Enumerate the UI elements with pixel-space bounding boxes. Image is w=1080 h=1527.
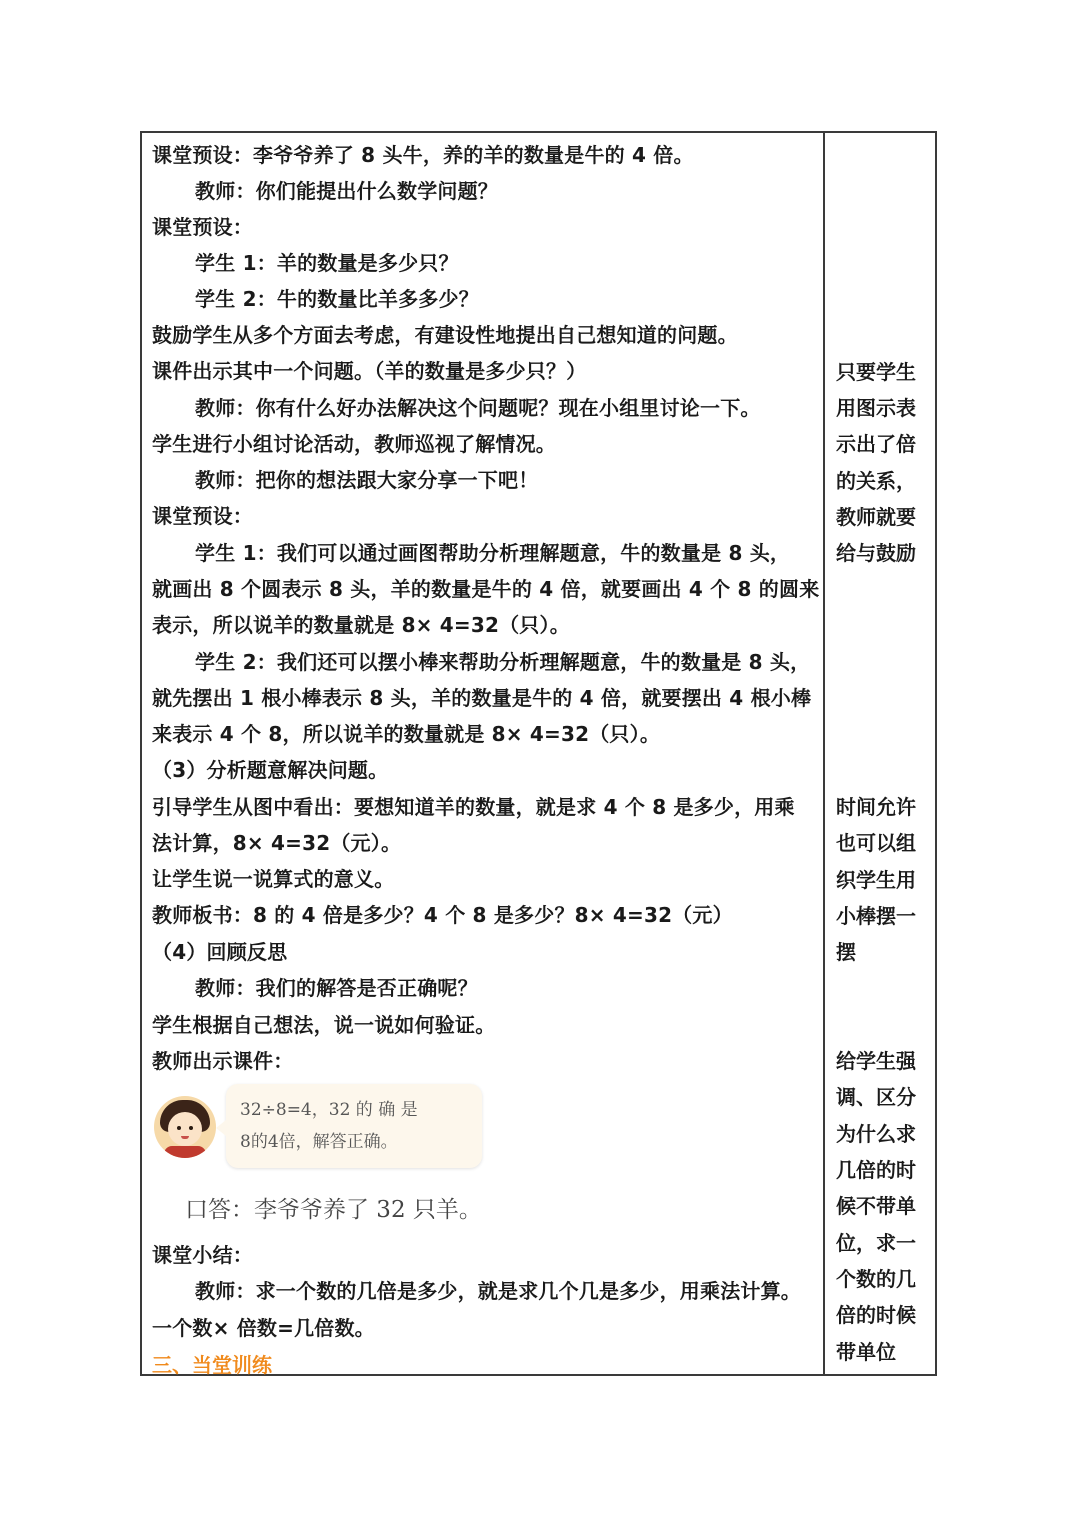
main-line: （3）分析题意解决问题。 <box>152 758 389 782</box>
main-line: 学生根据自己想法，说一说如何验证。 <box>152 1013 496 1037</box>
column-divider <box>823 131 825 1376</box>
section-heading: 三、当堂训练 <box>152 1353 272 1377</box>
side-note-line: 位，求一 <box>836 1231 916 1255</box>
side-note-line: 只要学生 <box>836 360 916 384</box>
main-line: 法计算，8× 4=32（元）。 <box>152 831 402 855</box>
main-line: 课堂预设： <box>152 215 253 239</box>
side-note-line: 带单位 <box>836 1340 896 1364</box>
main-line: 鼓励学生从多个方面去考虑，有建设性地提出自己想知道的问题。 <box>152 323 738 347</box>
side-note-line: 几倍的时 <box>836 1158 916 1182</box>
side-note-line: 摆 <box>836 940 856 964</box>
main-line: 课堂预设：李爷爷养了 8 头牛，养的羊的数量是牛的 4 倍。 <box>152 143 694 167</box>
side-note-line: 教师就要 <box>836 505 916 529</box>
main-line: 学生 1：我们可以通过画图帮助分析理解题意，牛的数量是 8 头， <box>195 541 791 565</box>
student-avatar-icon <box>154 1096 216 1158</box>
bubble-text: 32÷8=4，32 的 确 是 <box>240 1100 418 1120</box>
main-line: 教师：求一个数的几倍是多少，就是求几个几是多少，用乘法计算。 <box>195 1279 801 1303</box>
side-note-line: 调、区分 <box>836 1085 916 1109</box>
main-line: 就先摆出 1 根小棒表示 8 头，羊的数量是牛的 4 倍，就要摆出 4 根小棒 <box>152 686 812 710</box>
side-note-line: 用图示表 <box>836 396 916 420</box>
main-line: 就画出 8 个圆表示 8 头，羊的数量是牛的 4 倍，就要画出 4 个 8 的圆来 <box>152 577 820 601</box>
side-note-line: 的关系， <box>836 469 916 493</box>
side-note-line: 候不带单 <box>836 1194 916 1218</box>
main-line: 引导学生从图中看出：要想知道羊的数量，就是求 4 个 8 是多少，用乘 <box>152 795 795 819</box>
side-note-line: 为什么求 <box>836 1122 916 1146</box>
main-line: 教师出示课件： <box>152 1049 294 1073</box>
speech-bubble <box>226 1084 482 1168</box>
side-note-line: 给学生强 <box>836 1049 916 1073</box>
side-note-line: 个数的几 <box>836 1267 916 1291</box>
main-line: 课堂预设： <box>152 504 253 528</box>
main-line: 一个数× 倍数=几倍数。 <box>152 1316 375 1340</box>
side-note-line: 示出了倍 <box>836 432 916 456</box>
bubble-text: 8的4倍，解答正确。 <box>240 1132 398 1152</box>
oral-answer: 口答：李爷爷养了 32 只羊。 <box>185 1197 482 1223</box>
main-line: 来表示 4 个 8，所以说羊的数量就是 8× 4=32（只）。 <box>152 722 661 746</box>
main-line: 教师：把你的想法跟大家分享一下吧！ <box>195 468 539 492</box>
side-note-line: 时间允许 <box>836 795 916 819</box>
side-note-line: 小棒摆一 <box>836 904 916 928</box>
side-note-line: 给与鼓励 <box>836 541 916 565</box>
courseware-illustration <box>150 1082 485 1174</box>
main-line: （4）回顾反思 <box>152 940 288 964</box>
main-line: 教师：你有什么好办法解决这个问题呢？现在小组里讨论一下。 <box>195 396 761 420</box>
main-line: 教师：你们能提出什么数学问题？ <box>195 179 498 203</box>
main-line: 学生 2：我们还可以摆小棒来帮助分析理解题意，牛的数量是 8 头， <box>195 650 811 674</box>
main-line: 学生进行小组讨论活动，教师巡视了解情况。 <box>152 432 556 456</box>
main-line: 学生 2：牛的数量比羊多多少？ <box>195 287 479 311</box>
main-line: 学生 1：羊的数量是多少只？ <box>195 251 459 275</box>
main-line: 课堂小结： <box>152 1243 253 1267</box>
main-line: 教师：我们的解答是否正确呢？ <box>195 976 478 1000</box>
main-line: 让学生说一说算式的意义。 <box>152 867 395 891</box>
side-note-line: 倍的时候 <box>836 1303 916 1327</box>
main-line: 课件出示其中一个问题。（羊的数量是多少只？） <box>152 359 587 383</box>
main-line: 教师板书：8 的 4 倍是多少？4 个 8 是多少？8× 4=32（元） <box>152 903 733 927</box>
side-note-line: 织学生用 <box>836 868 916 892</box>
main-line: 表示，所以说羊的数量就是 8× 4=32（只）。 <box>152 613 570 637</box>
side-note-line: 也可以组 <box>836 831 916 855</box>
lesson-table-frame <box>140 131 937 1376</box>
